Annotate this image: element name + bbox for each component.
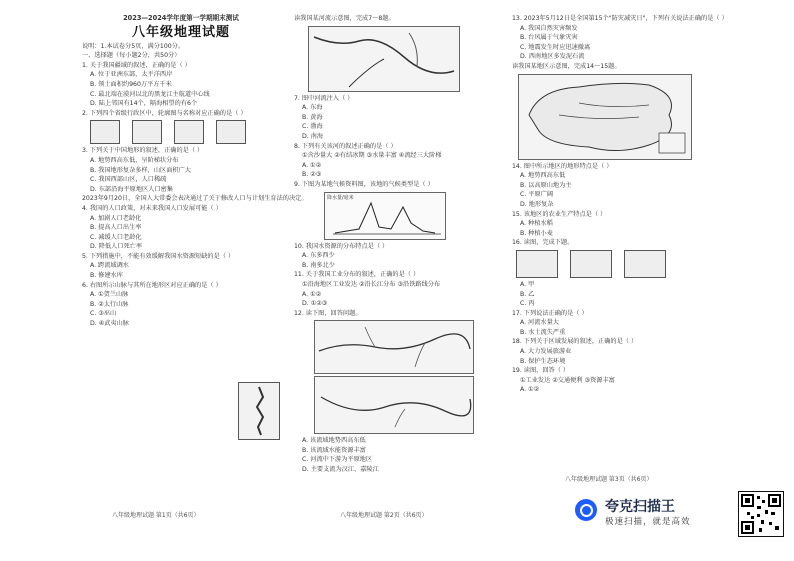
question-1: 1. 关于我国疆域的叙述，正确的是（ ） bbox=[82, 61, 191, 69]
question-2: 2. 下列四个省级行政区中，轮廓图与名称对应正确的是（ ） bbox=[82, 109, 247, 117]
option: C. 我国西部山区，人口稀疏 bbox=[90, 176, 167, 184]
option: A. ①② bbox=[302, 290, 322, 298]
option: D. 地形复杂 bbox=[520, 200, 554, 208]
option: A. ①② bbox=[520, 386, 540, 394]
exam-intro: 说明：1.本试卷分5页，满分100分。 bbox=[82, 42, 185, 50]
question-4: 4. 我国的人口政策，对未来我国人口发展可能（ ） bbox=[82, 204, 222, 212]
option: C. 最北端在漠河以北的黑龙江主航道中心线 bbox=[90, 90, 210, 98]
option: C. 平原广阔 bbox=[520, 191, 554, 199]
option: A. 东多西少 bbox=[302, 252, 335, 260]
option: A. 我国自然灾害频发 bbox=[520, 24, 578, 32]
region-figures bbox=[516, 250, 712, 278]
option: B. 提高人口出生率 bbox=[90, 224, 142, 232]
option: C. 减缓人口老龄化 bbox=[90, 233, 142, 241]
question-6: 6. 右图所示山脉与其所在地形区对应正确的是（ ） bbox=[82, 281, 222, 289]
basin-map-bottom-drawing bbox=[315, 377, 473, 433]
option: C. 河流中下游为平原地区 bbox=[302, 456, 373, 464]
question-14: 14. 图中所示地区的地形特点是（ ） bbox=[512, 162, 613, 170]
option: A. 大力发展旅游业 bbox=[520, 348, 572, 356]
question-12: 12. 读下图，回答问题。 bbox=[294, 309, 362, 317]
province-outline-figures bbox=[90, 120, 280, 144]
qr-code-pattern bbox=[739, 492, 783, 536]
option: A. 位于亚洲东部，太平洋西岸 bbox=[90, 71, 173, 79]
question-11: 11. 关于我国工业分布的叙述，正确的是（ ） bbox=[294, 271, 420, 279]
basin-map-top-drawing bbox=[315, 321, 473, 373]
question-19: 19. 读图，回答（ ） bbox=[512, 367, 570, 375]
brand-name: 夸克扫描王 bbox=[605, 499, 675, 515]
region-figure-yi bbox=[570, 250, 612, 278]
option: D. ④武夷山脉 bbox=[90, 320, 129, 328]
basin-map-bottom bbox=[314, 376, 474, 434]
chart-axis-label: 降水量/毫米 bbox=[327, 194, 354, 201]
exam-title: 八年级地理试题 bbox=[131, 24, 230, 40]
option: C. 地震发生时应迅速撤离 bbox=[520, 43, 591, 51]
river-intro: 读我国某河流示意图，完成7～8题。 bbox=[294, 15, 395, 22]
part-heading: 一、选择题（每小题2分，共50分） bbox=[82, 52, 181, 60]
option: A. ①② bbox=[302, 161, 322, 169]
quark-logo-icon bbox=[575, 499, 597, 521]
option: B. 水土流失严重 bbox=[520, 328, 566, 336]
china-map bbox=[518, 74, 692, 160]
statements: ①含沙量大 ②有结冰期 ③水量丰富 ④流经三大阶梯 bbox=[302, 152, 442, 160]
province-outline-d bbox=[216, 120, 246, 144]
option: D. 东部沿海平原地区人口密集 bbox=[90, 185, 173, 193]
option: A. ①贺兰山脉 bbox=[90, 291, 129, 299]
option: D. ①②③ bbox=[302, 300, 328, 308]
question-17: 17. 下列说法正确的是（ ） bbox=[512, 309, 588, 317]
option: D. 陆上邻国有14个，隔海相望的有6个 bbox=[90, 100, 198, 108]
option: B. ②③ bbox=[302, 171, 322, 179]
question-5: 5. 下列措施中，不能有效缓解我国水资源短缺的是（ ） bbox=[82, 252, 235, 260]
question-18: 18. 下列关于区域发展的叙述，正确的是（ ） bbox=[512, 338, 638, 346]
river-map-drawing bbox=[309, 27, 459, 91]
exam-header: 2023—2024学年度第一学期期末测试 bbox=[123, 14, 239, 22]
province-outline-a bbox=[90, 120, 120, 144]
option: B. ②太行山脉 bbox=[90, 300, 129, 308]
question-10: 10. 我国水资源的分布特点是（ ） bbox=[294, 242, 389, 250]
question-9: 9. 下图为某地气候资料图，该地的气候类型是（ ） bbox=[294, 180, 434, 188]
mountain-figure bbox=[238, 382, 280, 440]
option: B. 南多北少 bbox=[302, 261, 335, 269]
question-8: 8. 下列有关该河的叙述正确的是（ ） bbox=[294, 142, 397, 150]
option: B. 以高原山地为主 bbox=[520, 181, 572, 189]
option: C. 丙 bbox=[520, 300, 535, 308]
option: A. 河流水量大 bbox=[520, 319, 559, 327]
question-3: 3. 下列关于中国地形的叙述，正确的是（ ） bbox=[82, 147, 204, 155]
question-13: 13. 2023年5月12日是全国第15个"防灾减灾日"，下列有关说法正确的是（ ） bbox=[512, 15, 728, 22]
brand-slogan: 极速扫描，就是高效 bbox=[605, 517, 691, 527]
option: D. 西南地区多发泥石流 bbox=[520, 53, 585, 61]
option: D. 南海 bbox=[302, 132, 324, 140]
option: A. 跨流域调水 bbox=[90, 262, 129, 270]
map-caption: 读我国某地区示意图，完成14～15题。 bbox=[512, 62, 621, 70]
province-outline-c bbox=[174, 120, 204, 144]
page-footer-2: 八年级地理试题 第2页（共6页） bbox=[340, 512, 428, 519]
qr-code-icon bbox=[738, 491, 784, 537]
option: B. 种植小麦 bbox=[520, 229, 553, 237]
option: B. 台风属于气象灾害 bbox=[520, 34, 578, 42]
option: A. 该流域地势西高东低 bbox=[302, 437, 366, 445]
china-map-drawing bbox=[519, 75, 691, 159]
mountain-drawing bbox=[239, 383, 279, 439]
option: B. 该流域水能资源丰富 bbox=[302, 446, 366, 454]
page-column-2 bbox=[294, 14, 498, 475]
climate-chart bbox=[324, 192, 446, 240]
option: B. 领土面积约960万平方千米 bbox=[90, 80, 172, 88]
option: B. 我国地形复杂多样，山区面积广大 bbox=[90, 166, 191, 174]
region-figure-bing bbox=[624, 250, 666, 278]
option: A. 地势西高东低，呈阶梯状分布 bbox=[90, 156, 179, 164]
option: A. 加剧人口老龄化 bbox=[90, 214, 142, 222]
option: D. 主要支流为汉江、嘉陵江 bbox=[302, 466, 379, 474]
page-footer-1: 八年级地理试题 第1页（共6页） bbox=[112, 512, 200, 519]
climate-chart-drawing bbox=[325, 193, 445, 239]
option: B. 乙 bbox=[520, 290, 535, 298]
option: D. 降低人口死亡率 bbox=[90, 243, 143, 251]
question-15: 15. 该地区的农业生产特点是（ ） bbox=[512, 210, 607, 218]
region-figure-jia bbox=[516, 250, 558, 278]
page-column-3 bbox=[512, 14, 728, 395]
page-footer-3: 八年级地理试题 第3页（共6页） bbox=[565, 476, 653, 483]
question-16: 16. 读图，完成下题。 bbox=[512, 239, 574, 247]
statements: ①工业发达 ②交通便利 ③资源丰富 bbox=[520, 376, 615, 384]
option: A. 地势西高东低 bbox=[520, 172, 566, 180]
passage: 2023年9月20日，全国人大常委会表决通过了关于修改人口与计划生育法的决定。 bbox=[82, 195, 308, 203]
question-7: 7. 图中河流注入（ ） bbox=[294, 94, 354, 102]
river-map bbox=[308, 26, 460, 92]
option: A. 种植水稻 bbox=[520, 220, 553, 228]
option: C. ③巫山 bbox=[90, 310, 117, 318]
option: A. 东海 bbox=[302, 104, 323, 112]
page-column-1 bbox=[82, 14, 308, 329]
statements: ①沿海地区工业发达 ②沿长江分布 ③沿铁路线分布 bbox=[302, 280, 441, 288]
province-outline-b bbox=[132, 120, 162, 144]
basin-map-top bbox=[314, 320, 474, 374]
option: A. 甲 bbox=[520, 280, 535, 288]
option: B. 修建水库 bbox=[90, 272, 123, 280]
option: B. 保护生态环境 bbox=[520, 357, 566, 365]
option: B. 黄海 bbox=[302, 113, 323, 121]
option: C. 渤海 bbox=[302, 123, 323, 131]
